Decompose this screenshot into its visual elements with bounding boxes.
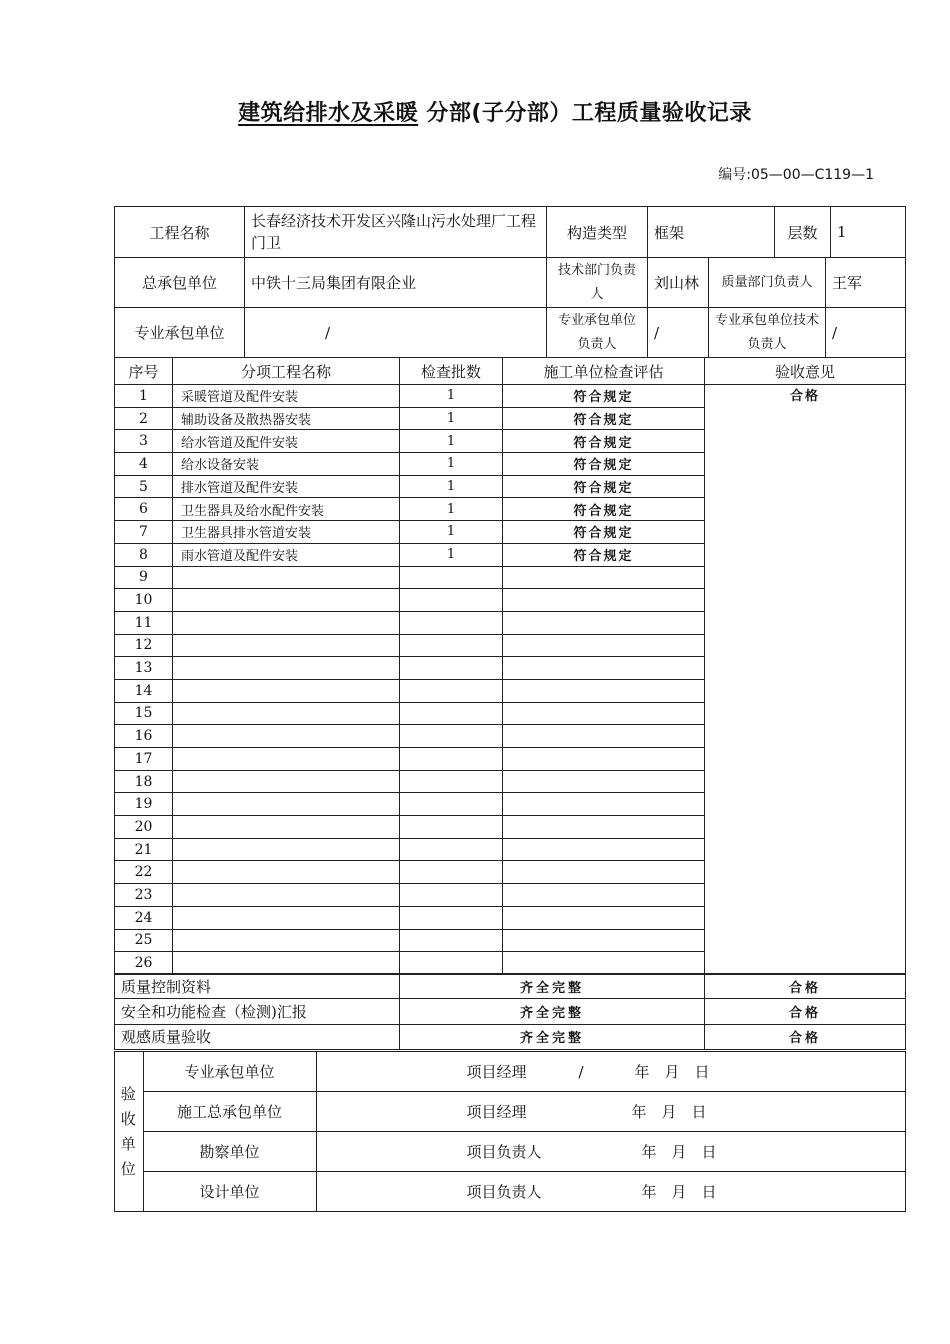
item-eval: 符合规定	[503, 543, 705, 566]
summary-table	[114, 973, 906, 1050]
item-eval: 符合规定	[503, 385, 705, 408]
item-count	[400, 657, 503, 680]
acceptance-vertical-text: 验 收 单 位	[120, 1084, 136, 1178]
item-eval	[503, 884, 705, 907]
item-no: 8	[115, 543, 173, 566]
item-name: 采暖管道及配件安装	[173, 385, 400, 408]
item-count	[400, 816, 503, 839]
item-eval: 符合规定	[503, 430, 705, 453]
acceptance-unit: 设计单位	[143, 1172, 316, 1212]
item-count	[400, 634, 503, 657]
item-name	[173, 770, 400, 793]
item-eval	[503, 611, 705, 634]
items-opinion: 合格	[705, 385, 906, 975]
item-count	[400, 906, 503, 929]
acceptance-role: 项目经理	[466, 1063, 527, 1081]
item-no: 19	[115, 793, 173, 816]
item-name: 雨水管道及配件安装	[173, 543, 400, 566]
col-header-name: 分项工程名称	[173, 358, 400, 385]
item-name	[173, 952, 400, 975]
item-name: 辅助设备及散热器安装	[173, 407, 400, 430]
item-name	[173, 748, 400, 771]
item-no: 6	[115, 498, 173, 521]
acceptance-unit: 专业承包单位	[143, 1052, 316, 1092]
item-name	[173, 929, 400, 952]
item-eval: 符合规定	[503, 498, 705, 521]
item-eval: 符合规定	[503, 475, 705, 498]
item-name	[173, 702, 400, 725]
item-eval: 符合规定	[503, 453, 705, 476]
item-eval	[503, 634, 705, 657]
item-name	[173, 611, 400, 634]
item-count	[400, 861, 503, 884]
item-count	[400, 929, 503, 952]
sub-head-value: /	[648, 308, 709, 358]
summary-label: 观感质量验收	[115, 1024, 400, 1049]
quality-head-value: 王军	[826, 258, 906, 308]
record-form	[114, 206, 905, 1211]
item-no: 21	[115, 838, 173, 861]
summary-eval: 齐全完整	[400, 974, 705, 999]
project-name-value: 长春经济技术开发区兴隆山污水处理厂工程 门卫	[245, 207, 547, 258]
item-count: 1	[400, 430, 503, 453]
tech-head-label: 技术部门负责人	[547, 258, 648, 308]
item-name: 卫生器具及给水配件安装	[173, 498, 400, 521]
header-table	[114, 206, 906, 258]
acceptance-date: 年 月 日	[634, 1063, 710, 1081]
structure-type-label: 构造类型	[547, 207, 648, 258]
item-eval	[503, 770, 705, 793]
item-eval	[503, 952, 705, 975]
item-count: 1	[400, 543, 503, 566]
item-no: 14	[115, 679, 173, 702]
col-header-opinion: 验收意见	[705, 358, 906, 385]
item-count	[400, 566, 503, 589]
item-name: 卫生器具排水管道安装	[173, 521, 400, 544]
sub-tech-head-label: 专业承包单位技术负责人	[709, 308, 826, 358]
item-no: 23	[115, 884, 173, 907]
item-count: 1	[400, 407, 503, 430]
sub-tech-head-value: /	[826, 308, 906, 358]
item-eval	[503, 725, 705, 748]
acceptance-sign-cell[interactable]	[316, 1092, 905, 1132]
item-eval	[503, 793, 705, 816]
item-no: 9	[115, 566, 173, 589]
title-rest: 分部(子分部）工程质量验收记录	[426, 101, 752, 126]
summary-row	[115, 974, 906, 999]
item-count	[400, 952, 503, 975]
item-eval	[503, 657, 705, 680]
item-name	[173, 657, 400, 680]
item-name	[173, 589, 400, 612]
general-contractor-value: 中铁十三局集团有限企业	[245, 258, 547, 308]
acceptance-sign-cell[interactable]	[316, 1172, 905, 1212]
contractor-table	[114, 257, 906, 358]
acceptance-unit: 施工总承包单位	[143, 1092, 316, 1132]
item-no: 17	[115, 748, 173, 771]
summary-eval: 齐全完整	[400, 1024, 705, 1049]
summary-eval: 齐全完整	[400, 999, 705, 1024]
item-no: 10	[115, 589, 173, 612]
item-name	[173, 906, 400, 929]
item-count: 1	[400, 521, 503, 544]
item-name: 排水管道及配件安装	[173, 475, 400, 498]
acceptance-role: 项目负责人	[466, 1143, 542, 1161]
item-count	[400, 702, 503, 725]
summary-label: 安全和功能检查（检测)汇报	[115, 999, 400, 1024]
item-eval	[503, 566, 705, 589]
item-count	[400, 748, 503, 771]
item-count: 1	[400, 453, 503, 476]
item-no: 1	[115, 385, 173, 408]
summary-row	[115, 1024, 906, 1049]
item-no: 16	[115, 725, 173, 748]
item-eval: 符合规定	[503, 521, 705, 544]
col-header-eval: 施工单位检查评估	[503, 358, 705, 385]
item-count	[400, 884, 503, 907]
table-row	[115, 385, 906, 408]
item-no: 25	[115, 929, 173, 952]
item-name: 给水设备安装	[173, 453, 400, 476]
floors-label: 层数	[775, 207, 831, 258]
item-eval	[503, 838, 705, 861]
acceptance-value: /	[578, 1063, 584, 1081]
project-name-label: 工程名称	[115, 207, 245, 258]
item-no: 12	[115, 634, 173, 657]
general-contractor-label: 总承包单位	[115, 258, 245, 308]
floors-value: 1	[831, 207, 906, 258]
item-name: 给水管道及配件安装	[173, 430, 400, 453]
tech-head-value: 刘山林	[648, 258, 709, 308]
item-eval	[503, 816, 705, 839]
item-name	[173, 816, 400, 839]
document-number: 编号:05—00—C119—1	[718, 167, 874, 183]
item-count	[400, 793, 503, 816]
item-count: 1	[400, 498, 503, 521]
item-no: 3	[115, 430, 173, 453]
item-no: 11	[115, 611, 173, 634]
acceptance-unit: 勘察单位	[143, 1132, 316, 1172]
item-no: 22	[115, 861, 173, 884]
acceptance-date: 年 月 日	[641, 1143, 717, 1161]
item-eval	[503, 679, 705, 702]
acceptance-date: 年 月 日	[631, 1103, 707, 1121]
acceptance-role: 项目经理	[466, 1103, 527, 1121]
item-no: 24	[115, 906, 173, 929]
summary-opinion: 合格	[705, 974, 906, 999]
item-no: 20	[115, 816, 173, 839]
item-name	[173, 861, 400, 884]
item-name	[173, 679, 400, 702]
sub-head-label: 专业承包单位负责人	[547, 308, 648, 358]
col-header-count: 检查批数	[400, 358, 503, 385]
quality-head-label: 质量部门负责人	[709, 258, 826, 308]
acceptance-sign-cell[interactable]	[316, 1052, 905, 1092]
item-count	[400, 838, 503, 861]
item-no: 15	[115, 702, 173, 725]
acceptance-table	[114, 1051, 906, 1212]
acceptance-role: 项目负责人	[466, 1183, 542, 1201]
item-eval	[503, 748, 705, 771]
item-count: 1	[400, 385, 503, 408]
item-eval	[503, 702, 705, 725]
item-name	[173, 793, 400, 816]
left-edge-line	[114, 1051, 115, 1211]
item-count: 1	[400, 475, 503, 498]
item-count	[400, 611, 503, 634]
item-eval	[503, 929, 705, 952]
item-name	[173, 838, 400, 861]
item-name	[173, 725, 400, 748]
item-eval	[503, 589, 705, 612]
item-eval: 符合规定	[503, 407, 705, 430]
item-count	[400, 725, 503, 748]
item-name	[173, 634, 400, 657]
sub-contractor-value: /	[245, 308, 547, 358]
title-underlined-part: 建筑给排水及采暖	[238, 101, 419, 126]
acceptance-sign-cell[interactable]	[316, 1132, 905, 1172]
acceptance-date: 年 月 日	[641, 1183, 717, 1201]
item-name	[173, 566, 400, 589]
summary-label: 质量控制资料	[115, 974, 400, 999]
sub-contractor-label: 专业承包单位	[115, 308, 245, 358]
item-no: 18	[115, 770, 173, 793]
item-no: 26	[115, 952, 173, 975]
item-count	[400, 770, 503, 793]
structure-type-value: 框架	[648, 207, 775, 258]
summary-opinion: 合格	[705, 999, 906, 1024]
item-no: 4	[115, 453, 173, 476]
item-no: 13	[115, 657, 173, 680]
summary-row	[115, 999, 906, 1024]
item-count	[400, 679, 503, 702]
item-no: 7	[115, 521, 173, 544]
item-eval	[503, 906, 705, 929]
item-count	[400, 589, 503, 612]
item-name	[173, 884, 400, 907]
acceptance-vertical-label	[114, 1052, 143, 1212]
page-title	[0, 96, 950, 127]
item-no: 2	[115, 407, 173, 430]
col-header-no: 序号	[115, 358, 173, 385]
item-eval	[503, 861, 705, 884]
summary-opinion: 合格	[705, 1024, 906, 1049]
item-no: 5	[115, 475, 173, 498]
items-table	[114, 357, 906, 975]
